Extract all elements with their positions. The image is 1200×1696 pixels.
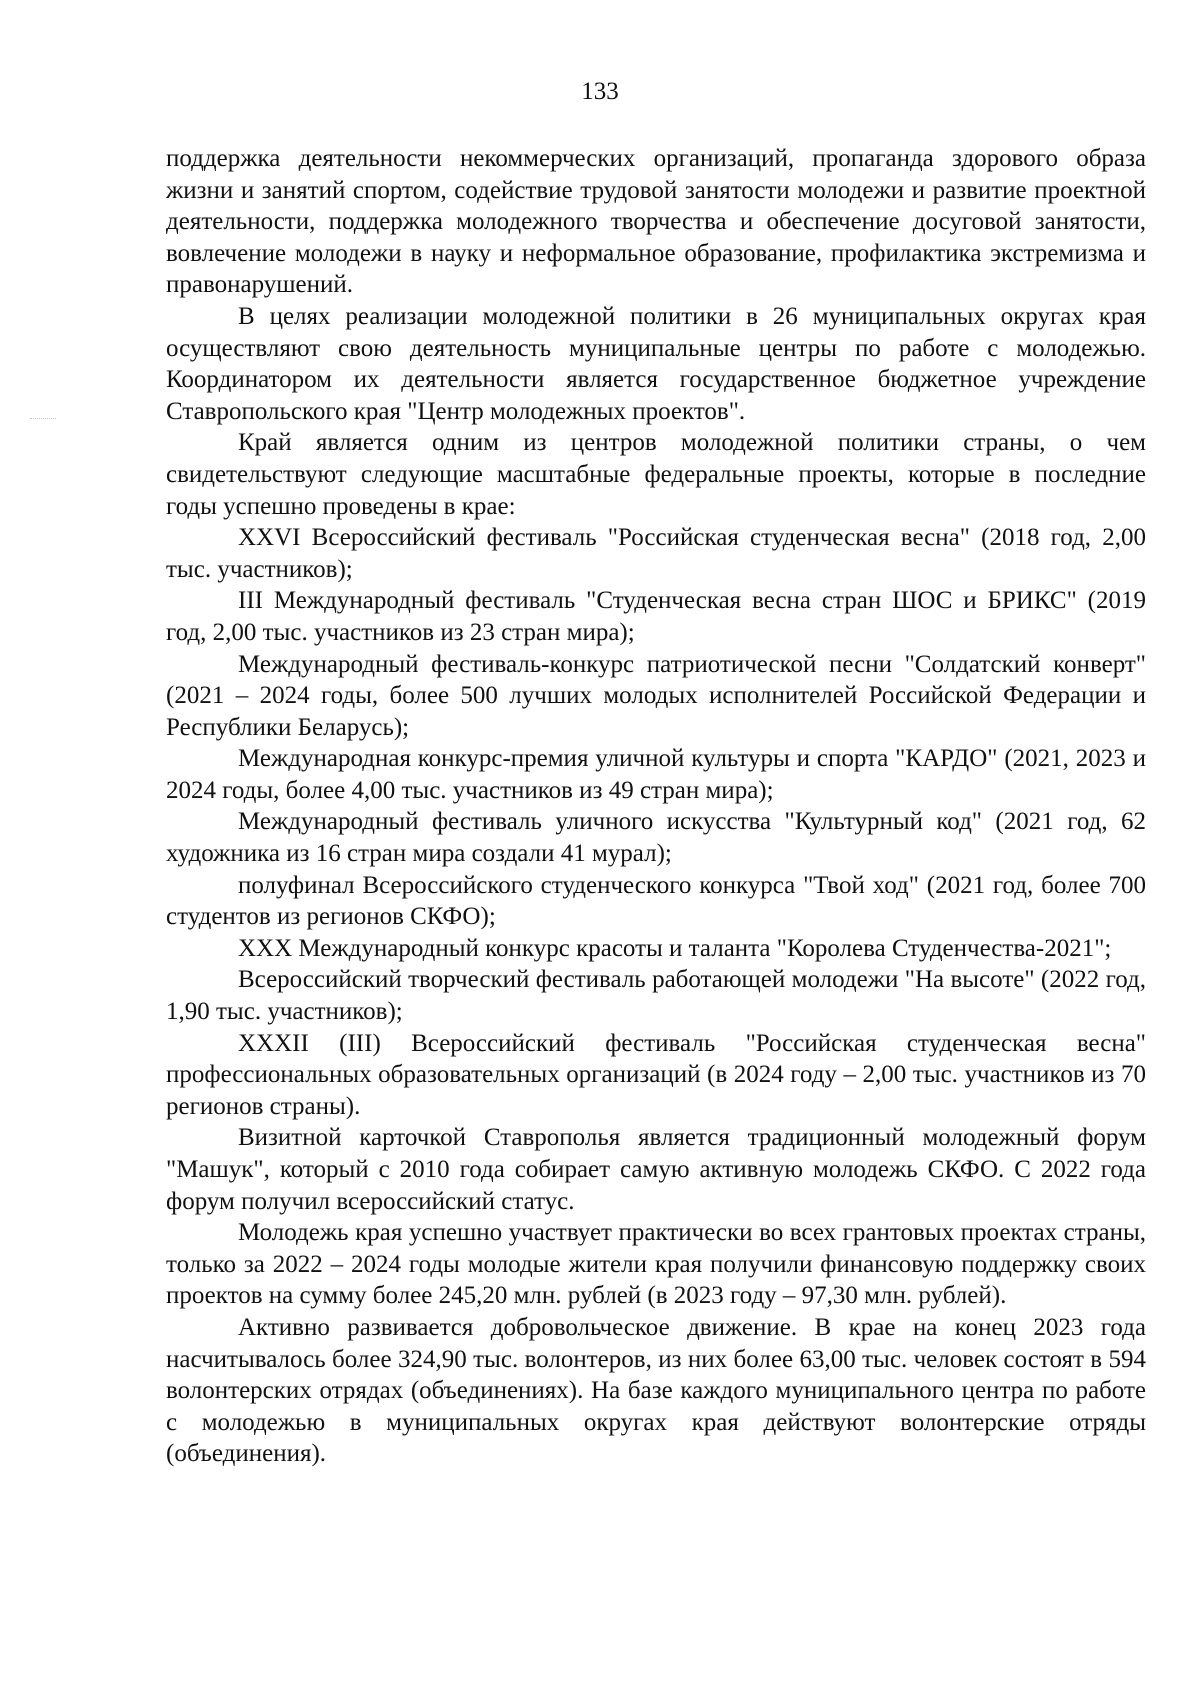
list-item-student-spring-2024: XXXII (III) Всероссийский фестиваль "Российская студенческая весна" профессиональных образовательных организаций (в 2024 году – 2,00 тыс. участников из 70 регионов страны).: [166, 1029, 1146, 1120]
scan-margin-mark: [30, 418, 56, 419]
list-item-student-spring-2018: XXVI Всероссийский фестиваль "Российская студенческая весна" (2018 год, 2,00 тыс. участников);: [166, 524, 1146, 583]
list-item-soldier-envelope: Международный фестиваль-конкурс патриотической песни "Солдатский конверт" (2021 – 2024 годы, более 500 лучших молодых исполнителей Российской Федерации и Республики Беларусь);: [166, 650, 1146, 741]
paragraph-grants: Молодежь края успешно участвует практически во всех грантовых проектах страны, только за 2022 – 2024 годы молодые жители края получили финансовую поддержку своих проектов на сумму более 245,20 млн. рублей (в 2023 году – 97,30 млн. рублей).: [166, 1219, 1146, 1310]
paragraph-youth-centers: В целях реализации молодежной политики в 26 муниципальных округах края осуществляют свою деятельность муниципальные центры по работе с молодежью. Координатором их деятельности является государственное бюджетное учреждение Ставропольского края "Центр молодежных проектов".: [166, 302, 1146, 425]
paragraph-federal-projects-intro: Край является одним из центров молодежной политики страны, о чем свидетельствуют следующие масштабные федеральные проекты, которые в последние годы успешно проведены в крае:: [166, 429, 1146, 520]
list-item-na-vysote: Всероссийский творческий фестиваль работающей молодежи "На высоте" (2022 год, 1,90 тыс. участников);: [166, 966, 1146, 1026]
body-text: [166, 143, 1146, 1470]
list-item-your-move: полуфинал Всероссийского студенческого конкурса "Твой ход" (2021 год, более 700 студентов из регионов СКФО);: [166, 871, 1146, 931]
list-item-sco-brics-festival: III Международный фестиваль "Студенческая весна стран ШОС и БРИКС" (2019 год, 2,00 тыс. участников из 23 стран мира);: [166, 587, 1146, 646]
paragraph-mashuk-forum: Визитной карточкой Ставрополья является традиционный молодежный форум "Машук", который с 2010 года собирает самую активную молодежь СКФО. С 2022 года форум получил всероссийский статус.: [166, 1124, 1146, 1215]
page-number: 133: [581, 78, 619, 105]
list-item-student-queen: XXX Международный конкурс красоты и таланта "Королева Студенчества-2021";: [238, 934, 1112, 962]
list-item-kardo: Международная конкурс-премия уличной культуры и спорта "КАРДО" (2021, 2023 и 2024 годы, более 4,00 тыс. участников из 49 стран мира);: [166, 745, 1146, 804]
paragraph-continuation: поддержка деятельности некоммерческих организаций, пропаганда здорового образа жизни и занятий спортом, содействие трудовой занятости молодежи и развитие проектной деятельности, поддержка молодежного творчества и обеспечение досуговой занятости, вовлечение молодежи в науку и неформальное образование, профилактика экстремизма и правонарушений.: [166, 145, 1146, 299]
list-item-cultural-code: Международный фестиваль уличного искусства "Культурный код" (2021 год, 62 художника из 16 стран мира создали 41 мурал);: [166, 808, 1146, 868]
paragraph-volunteers: Активно развивается добровольческое движение. В крае на конец 2023 года насчитывалось более 324,90 тыс. волонтеров, из них более 63,00 тыс. человек состоят в 594 волонтерских отрядах (объединениях). На базе каждого муниципального центра по работе с молодежью в муниципальных округах края действуют волонтерские отряды (объединения).: [166, 1313, 1146, 1468]
